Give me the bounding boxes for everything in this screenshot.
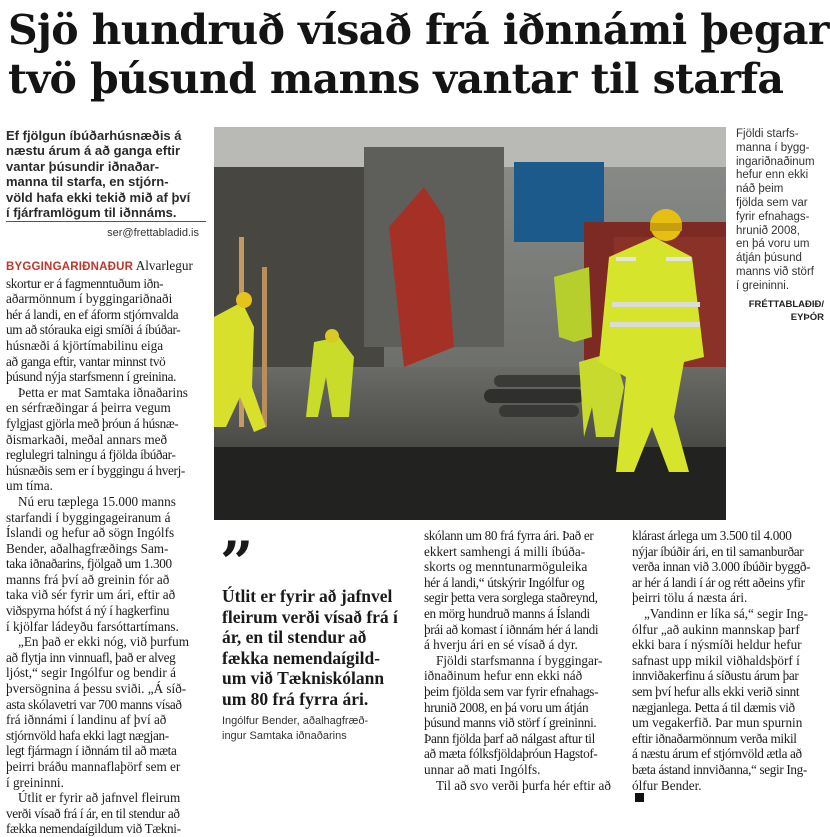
body-text: ðismarkaði, meðal annars með <box>6 431 168 447</box>
photo-credit <box>720 298 824 324</box>
body-line <box>424 746 622 762</box>
body-text: þúsund manns við störf í greininni. <box>424 715 597 731</box>
lead-line: völd hafa ekki tekið mið af því <box>6 189 191 205</box>
body-line <box>424 731 622 747</box>
caption-line: Fjöldi starfs- <box>736 128 799 140</box>
body-text: skortur er á fagmenntuðum iðn- <box>6 275 164 291</box>
body-text: Þetta er mat Samtaka iðnaðarins <box>18 384 188 400</box>
caption-line: hrunið 2008, <box>736 224 800 237</box>
body-line <box>424 544 622 560</box>
body-line <box>6 369 206 385</box>
body-line <box>632 700 828 716</box>
quote-line: ár, en til stendur að <box>222 627 367 648</box>
body-line <box>632 528 828 544</box>
body-line <box>632 544 828 560</box>
quote-mark: ” <box>220 529 254 597</box>
body-text: klárast árlega um 3.500 til 4.000 <box>632 528 792 543</box>
body-line <box>424 575 622 591</box>
quote-line: fleirum verði vísað frá í <box>222 606 398 627</box>
body-line <box>6 603 206 619</box>
body-text: nægjanlega. Þetta á til dæmis við <box>632 699 795 715</box>
body-line <box>424 778 622 794</box>
construction-site-photo <box>214 127 726 520</box>
body-text: segir þetta vera sorglega staðreynd, <box>424 590 598 606</box>
body-text: safnast upp mikil viðhaldsþörf í <box>632 652 800 668</box>
caption-line: fjölda sem var <box>736 196 808 209</box>
lead-paragraph <box>6 128 206 220</box>
body-text: að flytja inn vinnuafl, það er alveg <box>6 649 176 665</box>
pull-quote <box>222 586 412 710</box>
body-text: húsnæði á kjörtímabilinu eiga <box>6 337 164 353</box>
body-line <box>6 400 206 416</box>
body-line <box>6 354 206 370</box>
caption-line: ingariðnaðinum <box>736 155 815 168</box>
body-line <box>6 759 206 775</box>
body-text: Fjöldi starfsmanna í byggingar- <box>436 652 603 668</box>
lead-line: vantar þúsundir iðnaðar- <box>6 158 160 174</box>
body-text: ólfur „að aukinn mannskap þarf <box>632 621 800 637</box>
body-text: asta skólavetri var 700 manns vísað <box>6 696 182 712</box>
body-text: viðspyrna hófst á ný í hagkerfinu <box>6 603 170 619</box>
quote-line: Útlit er fyrir að jafnvel <box>222 586 393 606</box>
body-text: um vegakerfið. Þar mun spurnin <box>632 715 803 731</box>
body-line <box>6 432 206 448</box>
body-text: reglulegri talningu á fjölda íbúðar- <box>6 447 176 463</box>
body-text: taka iðnaðarins, fjölgað um 1.300 <box>6 556 172 572</box>
body-line <box>632 622 828 638</box>
body-text: stjórnvöld hafa ekki lagt nægjan- <box>6 727 169 743</box>
body-text: verða innan við 3.000 íbúðir byggð- <box>632 559 811 575</box>
body-text: ekkert samhengi á milli íbúða- <box>424 543 586 559</box>
body-line <box>632 684 828 700</box>
body-text: innviðakerfinu á síðustu árum þar <box>632 668 799 684</box>
body-line <box>6 712 206 728</box>
body-line <box>6 385 206 401</box>
body-text: iðnaðinum hefur enn ekki náð <box>424 668 583 684</box>
body-column-2 <box>424 528 622 793</box>
body-text: „En það er ekki nóg, við þurfum <box>18 634 190 650</box>
body-line <box>6 338 206 354</box>
body-text: um að stórauka eigi smíði á íbúðar- <box>6 322 181 338</box>
body-text: en sérfræðingar á þeirra vegum <box>6 400 171 416</box>
lead-divider <box>6 221 206 222</box>
quote-line: um við Tækniskólann <box>222 668 385 689</box>
body-line <box>6 556 206 572</box>
body-text: í greininni. <box>6 774 64 790</box>
body-line <box>632 559 828 575</box>
body-text: á næstu árum ef stjórnvöld ætla að <box>632 746 802 762</box>
body-line <box>424 637 622 653</box>
lead-line: næstu árum á að ganga eftir <box>6 143 181 159</box>
body-line <box>632 668 828 684</box>
body-text: bæta ástand innviðanna,“ segir Ing- <box>632 761 807 777</box>
body-line <box>6 806 206 822</box>
headline-line: tvö þúsund manns vantar til starfa <box>8 55 784 103</box>
body-text: Íslandi og hefur að sögn Ingólfs <box>6 525 175 541</box>
body-text: „Vandinn er líka sá,“ segir Ing- <box>644 605 809 621</box>
caption-line: náð þeim <box>736 183 784 196</box>
body-line <box>6 494 206 510</box>
body-line <box>424 622 622 638</box>
body-text: ekki bara í nýsmíði heldur hefur <box>632 637 802 653</box>
body-text: eftir iðnaðarmönnum verða mikil <box>632 730 797 746</box>
body-text: Bender, aðalhagfræðings Sam- <box>6 540 169 556</box>
body-text: Útlit er fyrir að jafnvel fleirum <box>18 790 181 806</box>
body-line <box>6 525 206 541</box>
body-line <box>6 510 206 526</box>
body-text: þeirri tölu á næsta ári. <box>632 590 748 606</box>
body-text: hér á landi,“ útskýrir Ingólfur og <box>424 574 585 590</box>
body-text: taka við sér fyrir um ári, eftir að <box>6 587 176 603</box>
body-text: um tíma. <box>6 478 53 494</box>
body-line <box>6 619 206 635</box>
body-text: verði vísað frá í ár, en til stendur að <box>6 805 180 821</box>
caption-line: manna í bygg- <box>736 141 810 154</box>
body-text: þúsund nýja starfsmenn í greinina. <box>6 369 177 385</box>
body-line <box>6 790 206 806</box>
body-line <box>6 478 206 494</box>
body-text: þrái að komast í iðnnám hér á landi <box>424 621 599 637</box>
body-line <box>424 590 622 606</box>
body-line <box>632 762 828 778</box>
body-line <box>6 416 206 432</box>
body-line <box>6 821 206 837</box>
body-line <box>6 463 206 479</box>
body-text: að ganga eftir, vantar minnst tvö <box>6 353 166 369</box>
body-text: unnar að mati Ingólfs. <box>424 761 541 777</box>
byline-email: ser@frettabladid.is <box>107 227 199 239</box>
body-text: starfandi í byggingageiranum á <box>6 509 171 525</box>
body-column-3 <box>632 528 828 802</box>
body-line <box>424 715 622 731</box>
body-text: aðarmönnum í byggingariðnaði <box>6 291 173 307</box>
body-line <box>424 762 622 778</box>
body-line <box>6 681 206 697</box>
body-line <box>6 307 206 323</box>
caption-line: en þá voru um <box>736 238 810 251</box>
quote-attribution <box>222 714 412 743</box>
quote-line: um 80 frá fyrra ári. <box>222 688 369 709</box>
body-line <box>6 634 206 650</box>
caption-line: hefur enn ekki <box>736 169 809 182</box>
credit-line: EYÞÓR <box>790 312 824 323</box>
body-line <box>6 258 206 276</box>
lead-line: Ef fjölgun íbúðarhúsnæðis á <box>6 128 182 143</box>
quote-line: fækka nemendaígild- <box>222 647 381 668</box>
caption-line: átján þúsund <box>736 252 802 265</box>
body-text: Til að svo verði þurfa hér eftir að <box>436 777 611 793</box>
end-mark-icon <box>635 793 644 802</box>
lead-line: manna til starfa, en stjórn- <box>6 174 169 190</box>
body-line <box>6 650 206 666</box>
body-line <box>632 746 828 762</box>
body-line <box>632 606 828 622</box>
body-text: Alvarlegur <box>135 258 193 273</box>
body-line <box>424 668 622 684</box>
body-line <box>6 728 206 744</box>
body-text: skólann um 80 frá fyrra ári. Það er <box>424 528 594 543</box>
headline <box>8 6 829 104</box>
body-text: manns frá því að greinin fór að <box>6 571 170 587</box>
body-text: ljóst,“ segir Ingólfur og bendir á <box>6 665 176 681</box>
body-line <box>632 715 828 731</box>
body-line <box>6 743 206 759</box>
body-line <box>632 731 828 747</box>
section-kicker: BYGGINGARIÐNAÐUR <box>6 261 134 273</box>
attribution-line: Ingólfur Bender, aðalhagfræð- <box>222 715 369 727</box>
body-text: hér á landi, en ef áform stjórnvalda <box>6 306 179 322</box>
body-text: fækka nemendaígildum við Tækni- <box>6 821 181 837</box>
body-line <box>6 775 206 791</box>
body-line <box>632 637 828 653</box>
body-line <box>6 291 206 307</box>
credit-line: FRÉTTABLAÐIÐ/ <box>748 299 824 310</box>
body-text: sem því hefur alls ekki verið sinnt <box>632 683 800 699</box>
body-text: Nú eru tæplega 15.000 manns <box>18 493 176 509</box>
body-text: þeirri bráðu mannaflaþörf sem er <box>6 759 181 774</box>
body-line <box>424 606 622 622</box>
body-line <box>424 528 622 544</box>
body-line <box>632 653 828 669</box>
body-text: í kjölfar ládeyðu farsóttartímans. <box>6 618 179 634</box>
body-text: þversögnina á þessu sviði. „Á síð- <box>6 681 187 697</box>
body-text: nýjar íbúðir ári, en til samanburðar <box>632 543 804 559</box>
body-line <box>6 665 206 681</box>
body-text: fylgjast gjörla með þróun á húsnæ- <box>6 415 179 431</box>
attribution-line: ingur Samtaka iðnaðarins <box>222 729 347 742</box>
body-text: þeim fjölda sem var fyrir efnahags- <box>424 683 599 699</box>
body-text: að mæta fólksfjöldaþróun Hagstof- <box>424 746 598 762</box>
body-column-1 <box>6 258 206 837</box>
body-line <box>6 276 206 292</box>
body-line <box>424 653 622 669</box>
body-text: ar hér á landi í ár og rétt aðeins yfir <box>632 574 805 590</box>
body-text: legt fjármagn í iðnnám til að mæta <box>6 743 177 759</box>
body-text: hrunið 2008, en þá voru um átján <box>424 699 589 715</box>
body-text: á hverju ári en sé vísað á dyr. <box>424 637 578 653</box>
caption-line: fyrir efnahags- <box>736 210 810 223</box>
lead-line: í fjárframlögum til iðnnáms. <box>6 205 177 221</box>
photo-caption <box>736 128 826 294</box>
body-line <box>632 778 828 803</box>
body-text: skorts og menntunarmöguleika <box>424 559 588 575</box>
body-line <box>6 697 206 713</box>
body-line <box>424 559 622 575</box>
body-text: húsnæðis sem er í byggingu á hverj- <box>6 462 185 478</box>
body-text: en mörg hundruð manns á Íslandi <box>424 605 590 621</box>
body-line <box>424 684 622 700</box>
body-line <box>6 447 206 463</box>
body-line <box>632 575 828 591</box>
body-line <box>6 322 206 338</box>
body-line <box>6 541 206 557</box>
body-line <box>6 572 206 588</box>
body-text: frá iðnnámi í landinu af því að <box>6 712 167 728</box>
caption-line: manns við störf <box>736 265 814 278</box>
headline-line: Sjö hundruð vísað frá iðnnámi þegar <box>8 6 829 54</box>
body-text: Þann fjölda þarf að nálgast aftur til <box>424 730 595 746</box>
body-line <box>6 587 206 603</box>
caption-line: í greininni. <box>736 279 790 292</box>
body-line <box>424 700 622 716</box>
body-line <box>632 590 828 606</box>
body-text: ólfur Bender. <box>632 777 702 793</box>
